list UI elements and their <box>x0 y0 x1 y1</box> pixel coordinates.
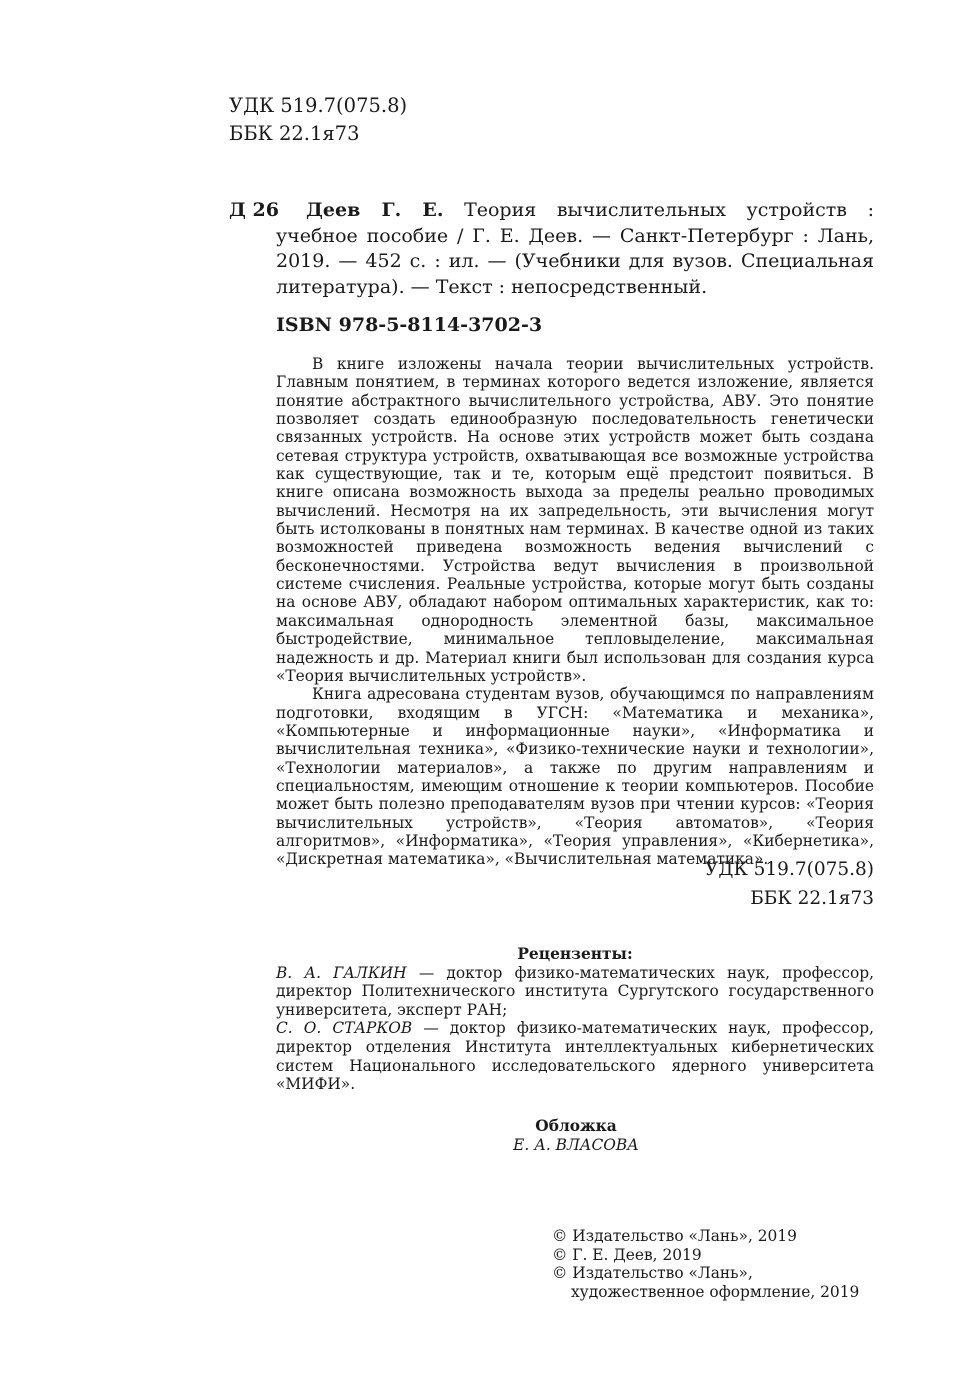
author-mark: Д 26 <box>229 199 279 221</box>
copyright-block <box>552 1227 859 1301</box>
reviewer-name: В. А. ГАЛКИН <box>276 963 407 982</box>
isbn: ISBN 978-5-8114-3702-3 <box>276 314 543 336</box>
reviewers-heading: Рецензенты: <box>517 945 633 963</box>
reviewer-info: — доктор физико-математических наук, профессор, директор Политехнического института Сургутского государственного университета, эксперт РАН; <box>276 963 874 1019</box>
cover-designer: Е. А. ВЛАСОВА <box>513 1135 639 1154</box>
abstract-paragraph: В книге изложены начала теории вычислительных устройств. Главным понятием, в терминах которого ведется изложение, является понятие абстрактного вычислительного устройства, АВУ. Это понятие позволяет создать единообразную последовательность генетически связанных устройств. На основе этих устройств может быть создана сетевая структура устройств, охватывающая все возможные устройства как существующие, так и те, которым ещё предстоит появиться. В книге описана возможность выхода за пределы реально проводимых вычислений. Несмотря на их запредельность, эти вычисления могут быть истолкованы в понятных нам терминах. В качестве одной из таких возможностей приведена возможность ведения вычислений с бесконечностями. Устройства ведут вычисления в произвольной системе счисления. Реальные устройства, которые могут быть созданы на основе АВУ, обладают набором оптимальных характеристик, как то: максимальная однородность элементной базы, максимальное быстродействие, минимальное тепловыделение, максимальная надежность и др. Материал книги был использован для создания курса «Теория вычислительных устройств». <box>276 355 874 685</box>
copyright-line: © Г. Е. Деев, 2019 <box>552 1245 702 1264</box>
copyright-line: © Издательство «Лань», <box>552 1264 753 1283</box>
udk-code: УДК 519.7(075.8) <box>229 94 408 117</box>
reviewer-info: — доктор физико-математических наук, профессор, директор отделения Института интеллектуальных кибернетических систем Национального исследовательского ядерного университета «МИФИ». <box>276 1019 874 1094</box>
reviewers-section <box>276 945 874 1094</box>
reviewer-entry <box>276 964 874 1020</box>
author-name: Деев Г. Е. <box>306 199 444 221</box>
classification-footer <box>705 855 874 913</box>
abstract-paragraph: Книга адресована студентам вузов, обучающимся по направлениям подготовки, входящим в УГСН: «Математика и механика», «Компьютерные и информационные науки», «Информатика и вычислительная техника», «Физико-технические науки и технологии», «Технологии материалов», а также по другим направлениям и специальностям, имеющим отношение к теории компьютеров. Пособие может быть полезно преподавателям вузов при чтении курсов: «Теория вычислительных устройств», «Теория автоматов», «Теория алгоритмов», «Информатика», «Теория управления», «Кибернетика», «Дискретная математика», «Вычислительная математика». <box>276 685 874 869</box>
copyright-line: художественное оформление, 2019 <box>571 1282 860 1301</box>
udk-code: УДК 519.7(075.8) <box>705 859 874 880</box>
bbk-code: ББК 22.1я73 <box>750 888 874 909</box>
abstract <box>276 355 874 869</box>
reviewer-entry <box>276 1019 874 1093</box>
classification-header <box>229 92 407 148</box>
bibliographic-description <box>276 198 874 300</box>
bibliographic-entry <box>229 198 874 300</box>
copyright-line: © Издательство «Лань», 2019 <box>552 1227 797 1245</box>
title-description: Теория вычислительных устройств : учебное пособие / Г. Е. Деев. — Санкт-Петербург : Лань, 2019. — 452 с. : ил. — (Учебники для вузов. Специальная литература). — Текст : непосредственный. <box>276 199 874 298</box>
bbk-code: ББК 22.1я73 <box>229 122 360 145</box>
cover-credit <box>376 1117 776 1154</box>
reviewer-name: С. О. СТАРКОВ <box>276 1019 413 1038</box>
cover-label: Обложка <box>535 1117 617 1135</box>
